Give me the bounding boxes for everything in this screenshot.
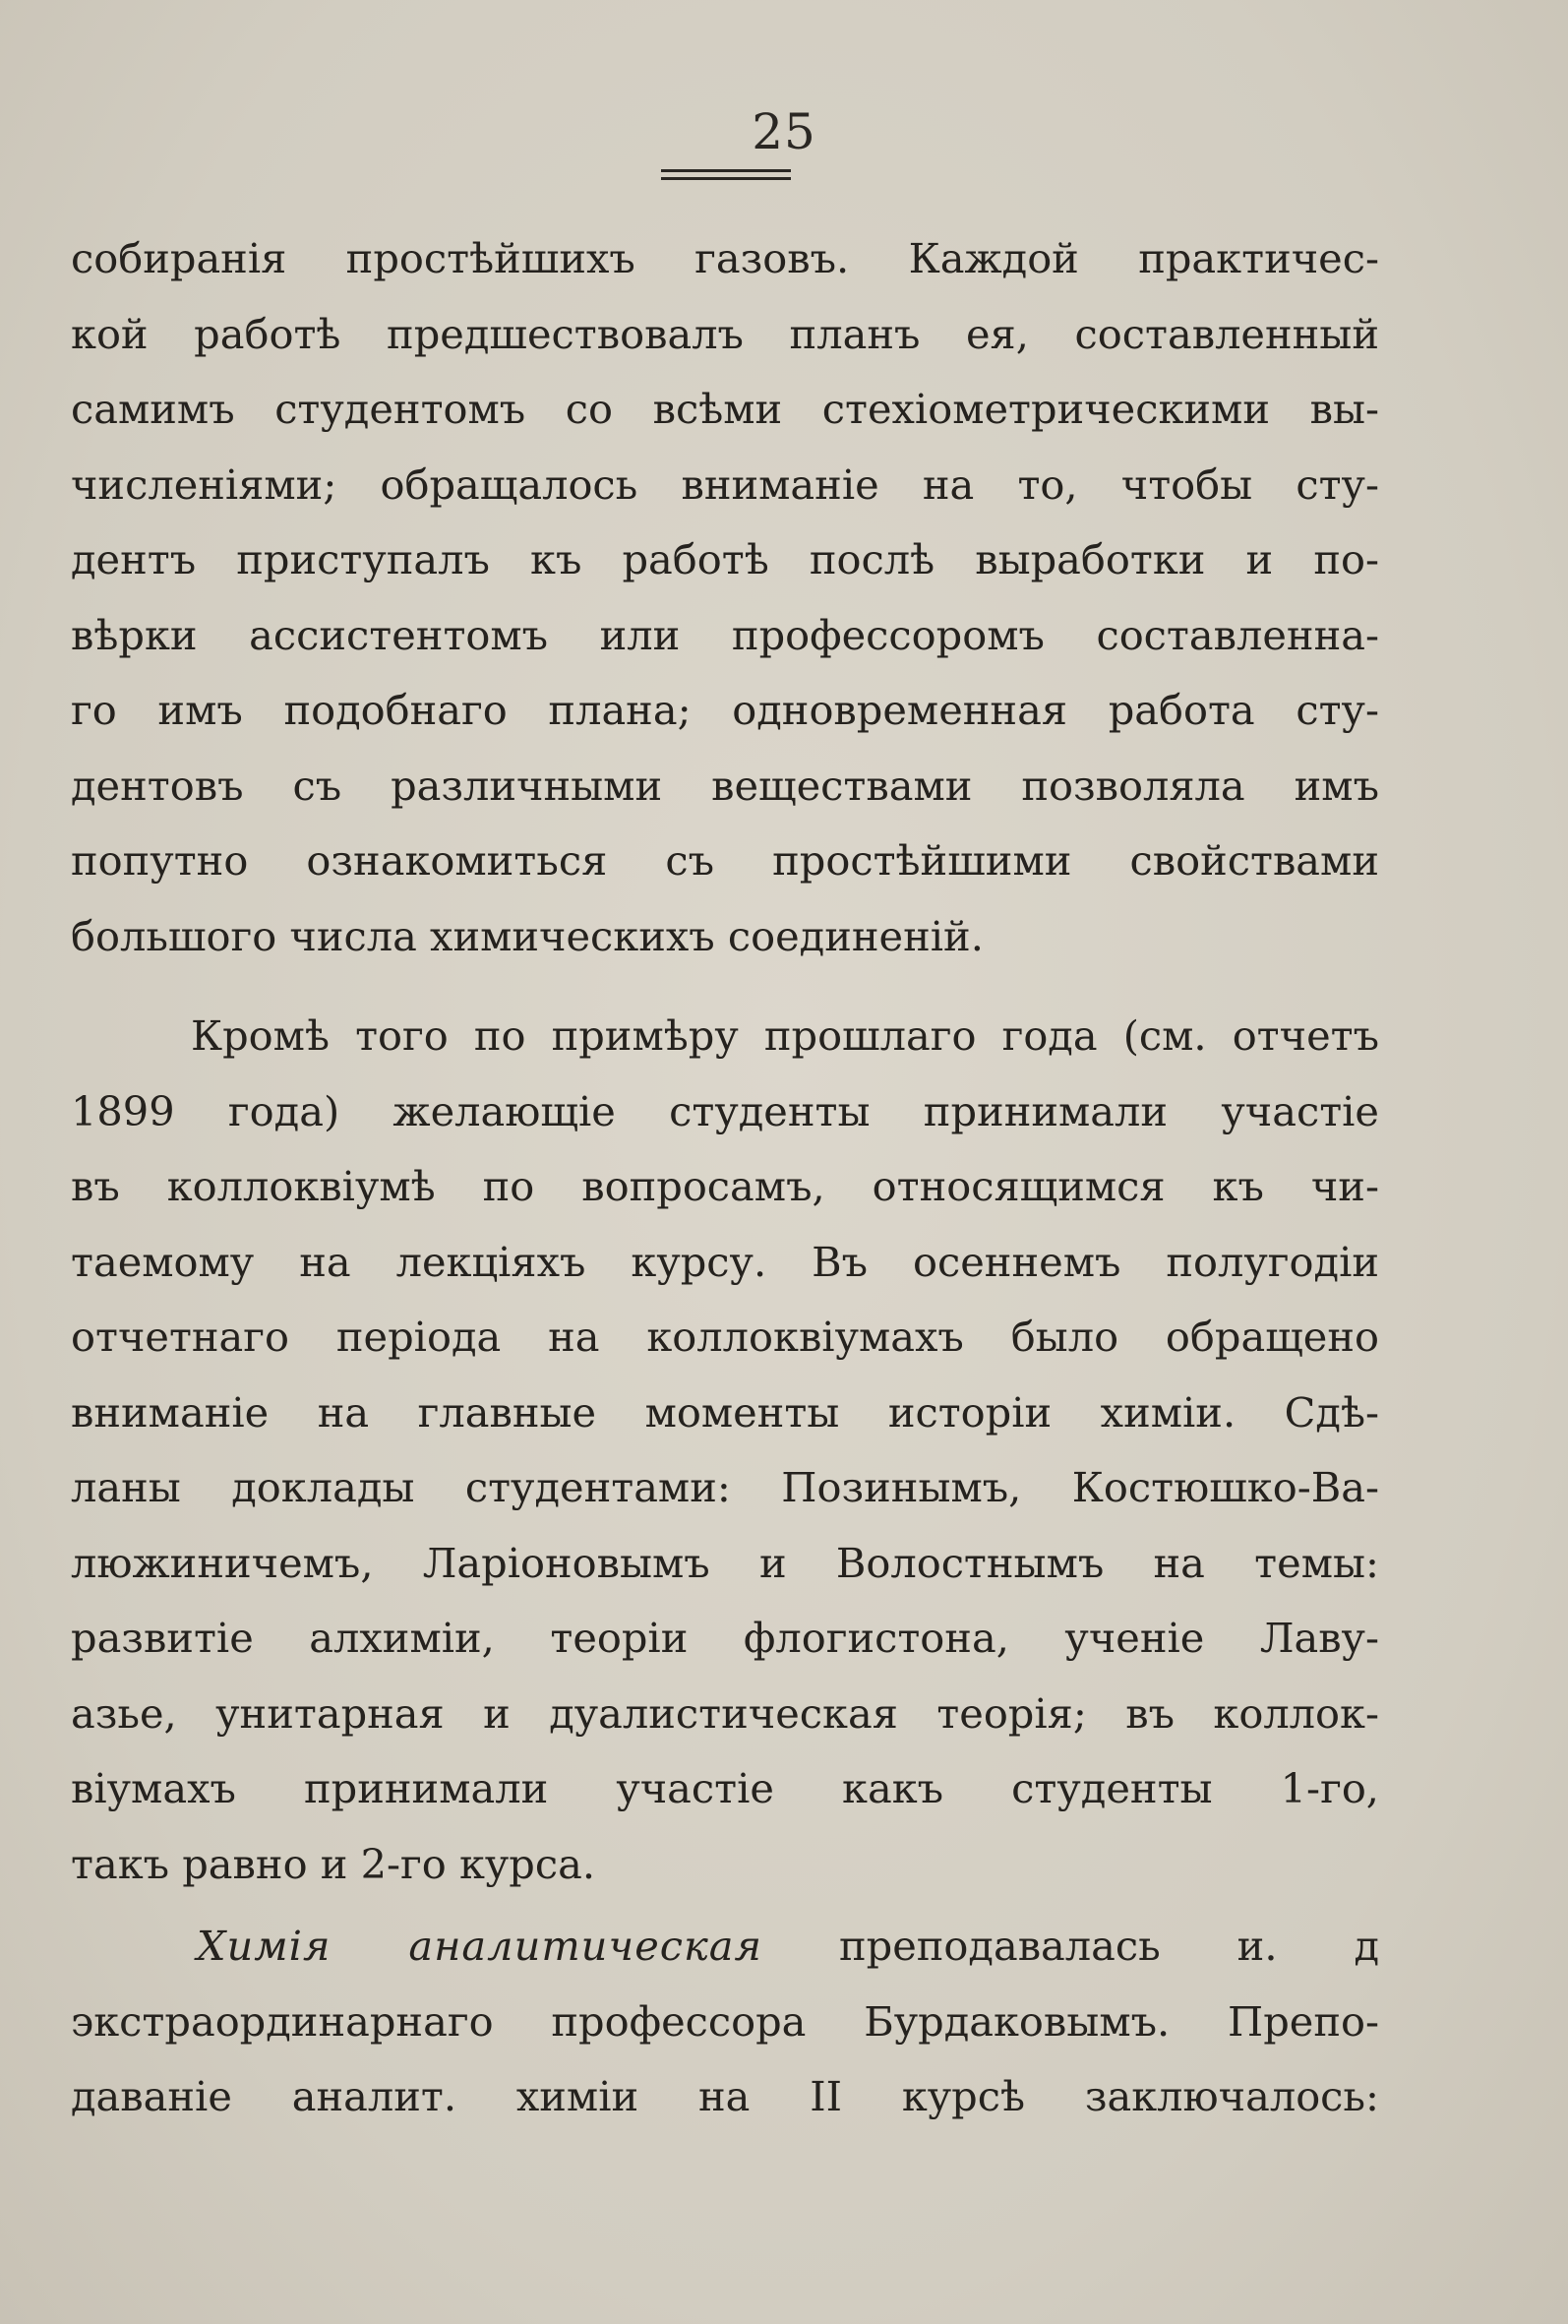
text-line: даваніе аналит. химіи на II курсѣ заключалось: [71,2072,1379,2120]
text-line: собиранія простѣйшихъ газовъ. Каждой практичес- [71,234,1379,282]
text-line: развитіе алхиміи, теоріи флогистона, ученіе Лаву- [71,1614,1379,1662]
text-line: таемому на лекціяхъ курсу. Въ осеннемъ полугодіи [71,1237,1379,1286]
text-line: азье, унитарная и дуалистическая теорія; въ коллок- [71,1688,1379,1738]
text-line: дентъ приступалъ къ работѣ послѣ выработки и по- [71,535,1379,583]
text-line: такъ равно и 2-го курса. [71,1839,596,1888]
text-line: вниманіе на главные моменты исторіи химіи. Сдѣ- [71,1387,1379,1437]
section-heading-italic: Химія аналитическая [197,1922,763,1970]
paragraph-3 [71,1909,1379,2135]
text-line: въ коллоквіумѣ по вопросамъ, относящимся къ чи- [71,1162,1379,1210]
text-line: попутно ознакомиться съ простѣйшими свойствами [71,836,1379,885]
text-line: 1899 года) желающіе студенты принимали участіе [71,1086,1379,1135]
text-line: экстраординарнаго профессора Бурдаковымъ. Препо- [71,1996,1379,2046]
text-line: люжиничемъ, Ларіоновымъ и Волостнымъ на темы: [71,1538,1379,1587]
paragraph-2 [71,999,1379,1902]
text-line: Кромѣ того по примѣру прошлаго года (см. отчетъ [191,1011,1379,1060]
text-line: віумахъ принимали участіе какъ студенты 1-го, [71,1764,1379,1812]
page-number-rule-bottom [661,177,791,180]
text-line: самимъ студентомъ со всѣми стехіометрическими вы- [71,385,1379,433]
text-line: вѣрки ассистентомъ или профессоромъ составленна- [71,610,1379,659]
text-line: большого числа химическихъ соединеній. [71,911,984,960]
text-line: отчетнаго періода на коллоквіумахъ было обращено [71,1313,1379,1361]
page-number-rule-top [661,169,791,172]
page-number: 25 [752,103,816,160]
paragraph-1 [71,221,1379,974]
text-line: ланы доклады студентами: Позинымъ, Костюшко-Ва- [71,1463,1379,1511]
text-line: го имъ подобнаго плана; одновременная работа сту- [71,686,1379,734]
text-line [71,1909,1379,1985]
text-line: численіями; обращалось вниманіе на то, чтобы сту- [71,459,1379,509]
text-line-tail: преподавалась и. д [838,1922,1379,1970]
text-line: дентовъ съ различными веществами позволяла имъ [71,761,1379,810]
text-line: кой работѣ предшествовалъ планъ ея, составленный [71,309,1379,358]
